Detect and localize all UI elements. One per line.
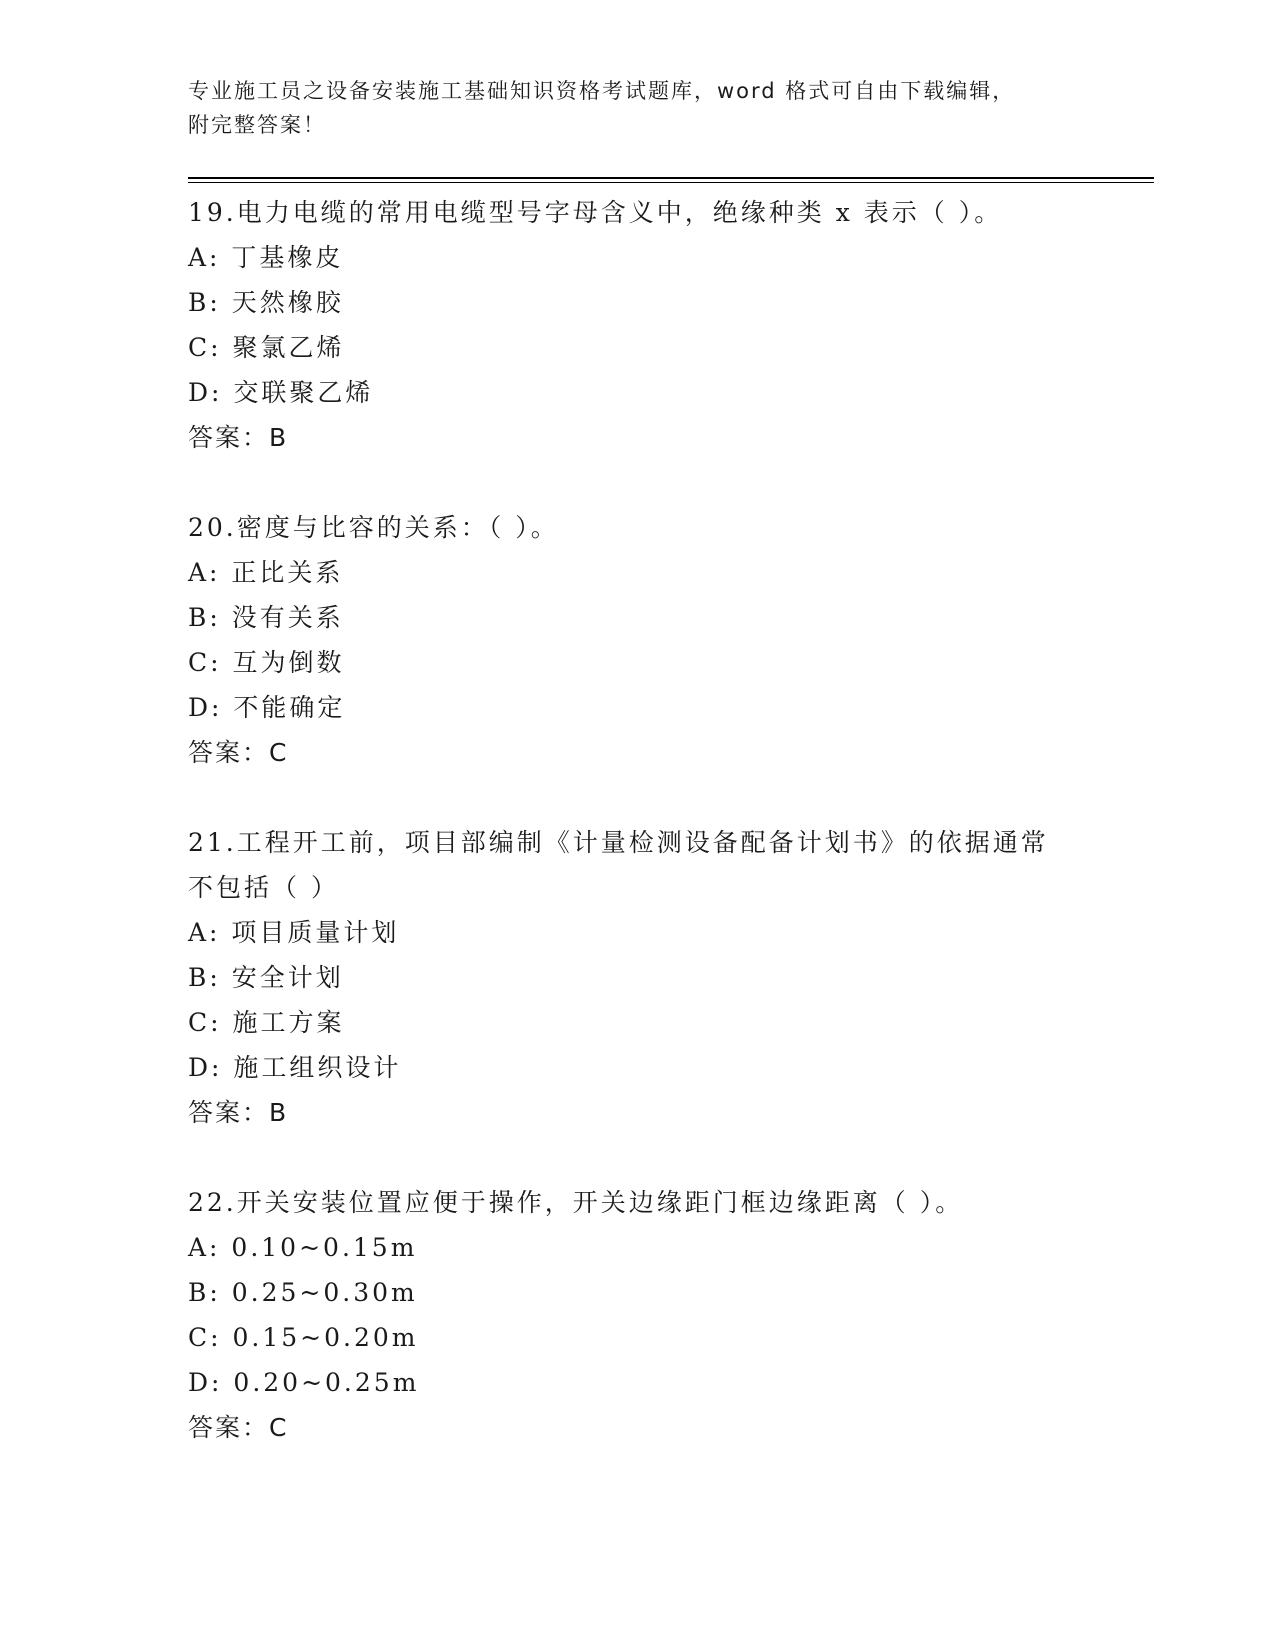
header-line-2: 附完整答案！ (188, 113, 326, 137)
question-stem: 21.工程开工前，项目部编制《计量检测设备配备计划书》的依据通常 (188, 828, 1049, 857)
option-a: A: 0.10~0.15m (188, 1233, 418, 1262)
question-list (188, 190, 1088, 1495)
option-a: A: 丁基橡皮 (188, 243, 344, 272)
option-a: A: 正比关系 (188, 558, 344, 587)
question-stem-continued: 不包括（ ） (188, 873, 339, 902)
question-stem: 20.密度与比容的关系：（ ）。 (188, 513, 559, 542)
question-19 (188, 190, 1088, 460)
question-21 (188, 820, 1088, 1135)
question-22 (188, 1180, 1088, 1450)
option-b: B: 天然橡胶 (188, 288, 344, 317)
question-stem: 19.电力电缆的常用电缆型号字母含义中，绝缘种类 x 表示（ ）。 (188, 198, 1003, 227)
option-c: C: 0.15~0.20m (188, 1323, 419, 1352)
option-b: B: 没有关系 (188, 603, 344, 632)
header-divider-thick (188, 177, 1154, 179)
question-stem: 22.开关安装位置应便于操作，开关边缘距门框边缘距离（ ）。 (188, 1188, 964, 1217)
header-line-1: 专业施工员之设备安装施工基础知识资格考试题库，word 格式可自由下载编辑， (188, 79, 1016, 103)
option-a: A: 项目质量计划 (188, 918, 400, 947)
option-d: D: 不能确定 (188, 693, 346, 722)
option-d: D: 0.20~0.25m (188, 1368, 420, 1397)
answer: 答案：C (188, 738, 289, 767)
header-divider-thin (188, 182, 1154, 183)
answer: 答案：B (188, 1098, 289, 1127)
option-d: D: 施工组织设计 (188, 1053, 402, 1082)
document-header (188, 74, 1088, 142)
option-b: B: 0.25~0.30m (188, 1278, 418, 1307)
option-c: C: 施工方案 (188, 1008, 345, 1037)
option-c: C: 聚氯乙烯 (188, 333, 345, 362)
answer: 答案：B (188, 423, 289, 452)
option-d: D: 交联聚乙烯 (188, 378, 374, 407)
option-b: B: 安全计划 (188, 963, 344, 992)
question-20 (188, 505, 1088, 775)
option-c: C: 互为倒数 (188, 648, 345, 677)
answer: 答案：C (188, 1413, 289, 1442)
